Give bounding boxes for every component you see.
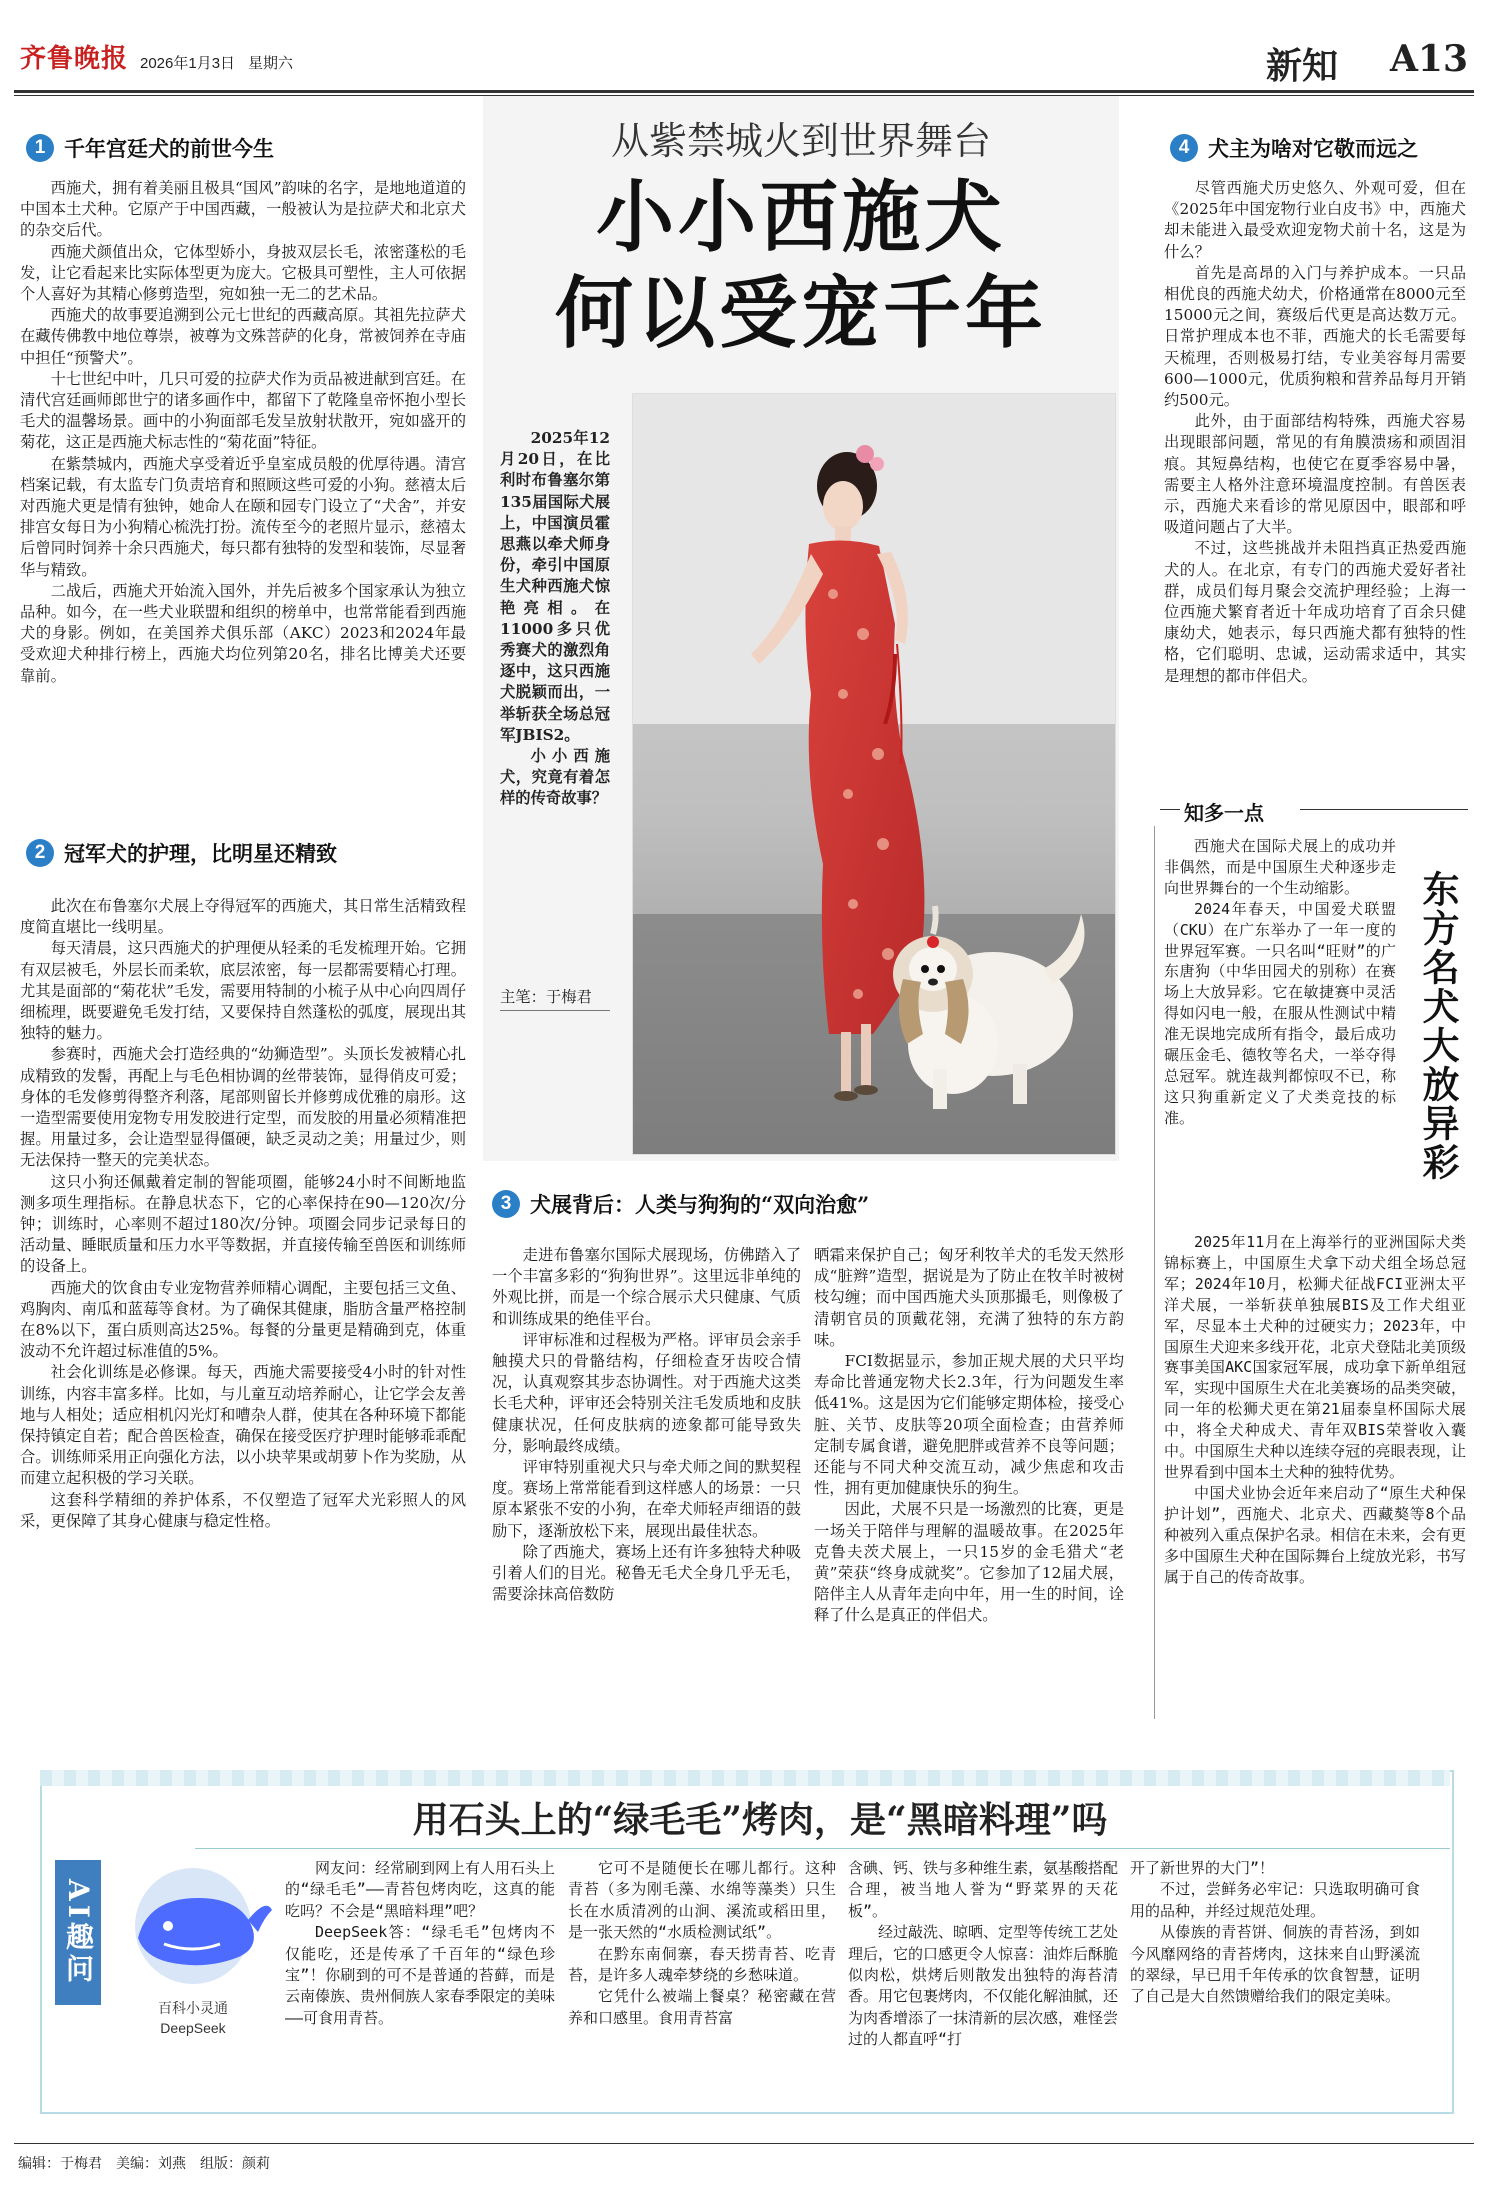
paragraph: 经过敲洗、晾晒、定型等传统工艺处理后，它的口感更令人惊喜：油炸后酥脆似肉松，烘烤后则散发出独特的海苔清香。用它包裹烤肉，不仅能化解油腻，还为肉香增添了一抹清新的层次感，难怪尝过的人都直呼“打 [848, 1923, 1119, 2049]
ai-col-3 [848, 1858, 1118, 2051]
headline-line-1: 小小西施犬 [595, 172, 1006, 263]
footer-rule [14, 2143, 1474, 2144]
paragraph: 它凭什么被端上餐桌？秘密藏在营养和口感里。食用青苔富 [568, 1987, 836, 2027]
paragraph: 每天清晨，这只西施犬的护理便从轻柔的毛发梳理开始。它拥有双层被毛，外层长而柔软，底层浓密，每一层都需要精心打理。尤其是面部的“菊花状”毛发，需要用特制的小梳子从中心向四周仔细梳理，既要避免毛发打结，又要保持自然蓬松的弧度，展现出其独特的魅力。 [20, 939, 466, 1043]
section-number-badge: 4 [1170, 134, 1198, 162]
section-3-col-1 [492, 1245, 801, 1605]
section-4-body [1164, 178, 1466, 687]
paragraph: 中国犬业协会近年来启动了“原生犬种保护计划”，西施犬、北京犬、西藏獒等8个品种被列入重点保护名录。相信在未来，会有更多中国原生犬种在国际舞台上绽放光彩，书写属于自己的传奇故事。 [1164, 1483, 1466, 1586]
ai-headline: 用石头上的“绿毛毛”烤肉，是“黑暗料理”吗 [412, 1799, 1108, 1841]
paragraph: 西施犬的故事要追溯到公元七世纪的西藏高原。其祖先拉萨犬在藏传佛教中地位尊崇，被尊为文殊菩萨的化身，常被饲养在寺庙中担任“预警犬”。 [20, 306, 466, 367]
newspaper-logo: 齐鲁晚报 [20, 44, 129, 74]
headline-line-2: 何以受宠千年 [554, 268, 1047, 359]
knowbox-border [1154, 826, 1155, 1719]
knowbox-rule-right [1300, 809, 1468, 810]
section-4-title: 犬主为啥对它敬而远之 [1208, 136, 1418, 161]
ai-box-stripe [40, 1770, 1450, 1786]
ai-logo-name: 百科小灵通 [158, 2000, 228, 2016]
section-2-title: 冠军犬的护理，比明星还精致 [64, 841, 337, 866]
page-number: A13 [1389, 38, 1468, 80]
section-3-title: 犬展背后：人类与狗狗的“双向治愈” [530, 1192, 870, 1217]
editor-credit: 主笔：于梅君 [500, 988, 592, 1006]
ai-logo-en: DeepSeek [160, 2020, 226, 2036]
photo-caption [500, 428, 610, 810]
paragraph: 含碘、钙、铁与多种维生素，氨基酸搭配合理，被当地人誉为“野菜界的天花板”。 [848, 1859, 1119, 1920]
paragraph: 这只小狗还佩戴着定制的智能项圈，能够24小时不间断地监测多项生理指标。在静息状态下，它的心率保持在90—120次/分钟；训练时，心率则不超过180次/分钟。项圈会同步记录每日的活动量、睡眠质量和压力水平等数据，并直接传输至兽医和训练师的设备上。 [20, 1172, 466, 1276]
section-2-heading [26, 838, 337, 868]
section-1-body [20, 178, 466, 687]
knowbox-body [1164, 836, 1396, 1129]
paragraph: 2025年11月在上海举行的亚洲国际犬类锦标赛上，中国原生犬拿下动犬组全场总冠军；2024年10月，松狮犬征战FCI亚洲太平洋犬展，一举斩获单独展BIS及工作犬组亚军，尽显本土犬种的过硬实力；2023年，中国原生犬迎来多线开花，北京犬登陆北美顶级赛事美国AKC国家冠军展，成功拿下新单组冠军，实现中国原生犬在北美赛场的品类突破，同一年的松狮犬更在第21届泰皇杯国际犬展中，将全犬种成犬、青年双BIS荣誉收入囊中。中国原生犬种以连续夺冠的亮眼表现，让世界看到中国本土犬种的独特优势。 [1164, 1233, 1466, 1481]
ai-tag: AI趣问 [55, 1860, 101, 2005]
footer-credits: 编辑：于梅君 美编：刘燕 组版：颜莉 [18, 2155, 270, 2171]
top-rule [14, 90, 1474, 93]
section-4-heading [1170, 133, 1418, 163]
ai-col-2 [568, 1858, 836, 2029]
paragraph: 这套科学精细的养护体系，不仅塑造了冠军犬光彩照人的风采，更保障了其身心健康与稳定性格。 [20, 1490, 466, 1530]
paragraph: 西施犬颜值出众，它体型娇小，身披双层长毛，浓密蓬松的毛发，让它看起来比实际体型更为庞大。它极具可塑性，主人可依据个人喜好为其精心修剪造型，宛如独一无二的艺术品。 [20, 242, 466, 304]
ai-title-rule [195, 1848, 1450, 1849]
ai-col-4 [1130, 1858, 1420, 2008]
paragraph: 此外，由于面部结构特殊，西施犬容易出现眼部问题，常见的有角膜溃疡和顽固泪痕。其短鼻结构，也使它在夏季容易中暑，需要主人格外注意环境温度控制。有兽医表示，西施犬来看诊的常见原因中，眼部和呼吸道问题占了大半。 [1164, 412, 1466, 537]
section-2-body [20, 896, 466, 1532]
paragraph: 首先是高昂的入门与养护成本。一只品相优良的西施犬幼犬，价格通常在8000元至15000元之间，赛级后代更是高达数万元。日常护理成本也不菲，西施犬的长毛需要每天梳理，否则极易打结，专业美容每月需要600—1000元，优质狗粮和营养品每月开销约500元。 [1164, 263, 1466, 410]
section-3-heading [492, 1189, 869, 1219]
paragraph: 西施犬在国际犬展上的成功并非偶然，而是中国原生犬种逐步走向世界舞台的一个生动缩影。 [1164, 837, 1396, 897]
paragraph: 晒霜来保护自己；匈牙利牧羊犬的毛发天然形成“脏辫”造型，据说是为了防止在牧羊时被树枝勾缠；而中国西施犬头顶那撮毛，则像极了清朝官员的顶戴花翎，充满了独特的东方韵味。 [814, 1246, 1124, 1349]
paragraph: 不过，尝鲜务必牢记：只选取明确可食用的品种，并经过规范处理。 [1130, 1880, 1420, 1920]
hero-kicker: 从紫禁城火到世界舞台 [610, 119, 991, 163]
ai-col-1 [285, 1858, 555, 2029]
paragraph: FCI数据显示，参加正规犬展的犬只平均寿命比普通宠物犬长2.3年，行为问题发生率低41%。这是因为它们能够定期体检，接受心脏、关节、皮肤等20项全面检查；由营养师定制专属食谱，避免肥胖或营养不良等问题；还能与不同犬种交流互动，减少焦虑和攻击性，拥有更加健康快乐的狗生。 [814, 1352, 1124, 1498]
paragraph: 参赛时，西施犬会打造经典的“幼狮造型”。头顶长发被精心扎成精致的发髻，再配上与毛色相协调的丝带装饰，显得俏皮可爱；身体的毛发修剪得整齐利落，尾部则留长并修剪成优雅的扇形。这一造型需要使用宠物专用发胶进行定型，而发胶的用量必须精准把握。用量过多，会让造型显得僵硬，缺乏灵动之美；用量过少，则无法保持一整天的完美状态。 [20, 1045, 466, 1170]
hero-photo [632, 393, 1116, 1155]
paragraph: 2024年春天，中国爱犬联盟（CKU）在广东举办了一年一度的世界冠军赛。一只名叫“旺财”的广东唐狗（中华田园犬的别称）在赛场上大放异彩。它在敏捷赛中灵活得如闪电一般，在服从性测试中精准无误地完成所有指令，最后成功碾压金毛、德牧等名犬，一举夺得总冠军。就连裁判都惊叹不已，称这只狗重新定义了犬类竞技的标准。 [1164, 899, 1396, 1127]
paragraph: 尽管西施犬历史悠久、外观可爱，但在《2025年中国宠物行业白皮书》中，西施犬却未能进入最受欢迎宠物犬前十名，这是为什么？ [1164, 179, 1466, 261]
caption-paragraph: 2025年12月20日，在比利时布鲁塞尔第135届国际犬展上，中国演员霍思燕以牵犬师身份，牵引中国原生犬种西施犬惊艳亮相。在11000多只优秀赛犬的激烈角逐中，这只西施犬脱颖而出，一举斩获全场总冠军JBIS2。 [500, 429, 610, 744]
paragraph: 网友问：经常刷到网上有人用石头上的“绿毛毛”——青苔包烤肉吃，这真的能吃吗？不会是“黑暗料理”吧？ [285, 1859, 556, 1920]
paragraph: 不过，这些挑战并未阻挡真正热爱西施犬的人。在北京，有专门的西施犬爱好者社群，成员们每月聚会交流护理经验；上海一位西施犬繁育者近十年成功培育了百余只健康幼犬，她表示，每只西施犬都有独特的性格，它们聪明、忠诚，运动需求适中，其实是理想的都市伴侣犬。 [1164, 539, 1466, 685]
paragraph: 评审特别重视犬只与牵犬师之间的默契程度。赛场上常常能看到这样感人的场景：一只原本紧张不安的小狗，在牵犬师轻声细语的鼓励下，逐渐放松下来，展现出最佳状态。 [492, 1458, 801, 1540]
knowbox-title: 知多一点 [1184, 801, 1264, 825]
paragraph: 社会化训练是必修课。每天，西施犬需要接受4小时的针对性训练，内容丰富多样。比如，与儿童互动培养耐心，让它学会友善地与人相处；适应相机闪光灯和嘈杂人群，使其在各种环境下都能保持镇定自若；配合兽医检查，确保在接受医疗护理时能够乖乖配合。训练师采用正向强化方法，以小块苹果或胡萝卜作为奖励，从而建立起积极的学习关联。 [20, 1363, 466, 1488]
section-number-badge: 1 [26, 134, 54, 162]
knowbox-vertical-title: 东方名犬大放异彩 [1416, 870, 1460, 1182]
caption-paragraph: 小小西施犬，究竟有着怎样的传奇故事？ [500, 747, 610, 808]
paragraph: 因此，犬展不只是一场激烈的比赛，更是一场关于陪伴与理解的温暖故事。在2025年克鲁夫茨犬展上，一只15岁的金毛猎犬“老黄”荣获“终身成就奖”。它参加了12届犬展，陪伴主人从青年走向中年，用一生的时间，诠释了什么是真正的伴侣犬。 [814, 1500, 1124, 1625]
section-1-heading [26, 133, 274, 163]
section-name: 新知 [1265, 45, 1338, 87]
paragraph: 西施犬，拥有着美丽且极具“国风”韵味的名字，是地地道道的中国本土犬种。它原产于中国西藏，一般被认为是拉萨犬和北京犬的杂交后代。 [20, 179, 466, 240]
paragraph: 评审标准和过程极为严格。评审员会亲手触摸犬只的骨骼结构，仔细检查牙齿咬合情况，认真观察其步态协调性。对于西施犬这类长毛犬种，评审还会特别关注毛发质地和皮肤健康状况，任何皮肤病的迹象都可能导致失分，影响最终成绩。 [492, 1330, 801, 1455]
paragraph: 开了新世界的大门”！ [1130, 1859, 1275, 1877]
hero-headline [483, 170, 1119, 362]
editor-underline [500, 1010, 610, 1011]
paragraph: 它可不是随便长在哪儿都行。这种青苔（多为刚毛藻、水绵等藻类）只生长在水质清冽的山涧、溪流或稻田里，是一张天然的“水质检测试纸”。 [568, 1859, 836, 1942]
section-number-badge: 2 [26, 839, 54, 867]
paragraph: DeepSeek答：“绿毛毛”包烤肉不仅能吃，还是传承了千百年的“绿色珍宝”！你刷到的可不是普通的苔藓，而是云南傣族、贵州侗族人家春季限定的美味——可食用青苔。 [285, 1923, 556, 2027]
paragraph: 二战后，西施犬开始流入国外，并先后被多个国家承认为独立品种。如今，在一些犬业联盟和组织的榜单中，也常常能看到西施犬的身影。例如，在美国养犬俱乐部（AKC）2023和2024年最受欢迎犬种排行榜上，西施犬均位列第20名，排名比博美犬还要靠前。 [20, 581, 466, 685]
knowbox-body-lower [1164, 1232, 1466, 1587]
issue-weekday: 星期六 [248, 55, 294, 72]
paragraph: 在紫禁城内，西施犬享受着近乎皇室成员般的优厚待遇。清宫档案记载，有太监专门负责培育和照顾这些可爱的小狗。慈禧太后对西施犬更是情有独钟，她命人在颐和园专门设立了“犬舍”，并安排宫女每日为小狗精心梳洗打扮。流传至今的老照片显示，慈禧太后曾同时饲养十余只西施犬，每只都有独特的发型和装饰，尽显奢华与精致。 [20, 454, 466, 579]
section-3-col-2 [814, 1245, 1124, 1627]
knowbox-rule-left [1160, 809, 1180, 810]
paragraph: 十七世纪中叶，几只可爱的拉萨犬作为贡品被进献到宫廷。在清代宫廷画师郎世宁的诸多画作中，都留下了乾隆皇帝怀抱小型长毛犬的温馨场景。画中的小狗面部毛发呈放射状散开，宛如盛开的菊花，这正是西施犬标志性的“菊花面”特征。 [20, 369, 466, 452]
issue-date: 2026年1月3日 [140, 55, 236, 72]
section-1-title: 千年宫廷犬的前世今生 [64, 136, 274, 161]
paragraph: 除了西施犬，赛场上还有许多独特犬种吸引着人们的目光。秘鲁无毛犬全身几乎无毛，需要涂抹高倍数防 [492, 1542, 801, 1604]
paragraph: 在黔东南侗寨，春天捞青苔、吃青苔，是许多人魂牵梦绕的乡愁味道。 [568, 1944, 836, 1985]
woman-with-dog-illustration [633, 394, 1115, 1154]
paragraph: 走进布鲁塞尔国际犬展现场，仿佛踏入了一个丰富多彩的“狗狗世界”。这里远非单纯的外观比拼，而是一个综合展示犬只健康、气质和训练成果的绝佳平台。 [492, 1246, 801, 1328]
whale-logo-icon [108, 1858, 278, 1988]
section-number-badge: 3 [492, 1190, 520, 1218]
paragraph: 此次在布鲁塞尔犬展上夺得冠军的西施犬，其日常生活精致程度简直堪比一线明星。 [20, 897, 466, 937]
paragraph: 西施犬的饮食由专业宠物营养师精心调配，主要包括三文鱼、鸡胸肉、南瓜和蓝莓等食材。为了确保其健康，脂肪含量严格控制在8%以下，蛋白质则高达25%。每餐的分量更是精确到克，体重波动不允许超过标准值的5%。 [20, 1278, 466, 1361]
paragraph: 从傣族的青苔饼、侗族的青苔汤，到如今风靡网络的青苔烤肉，这抹来自山野溪流的翠绿，早已用千年传承的饮食智慧，证明了自己是大自然馈赠给我们的限定美味。 [1130, 1923, 1420, 2006]
